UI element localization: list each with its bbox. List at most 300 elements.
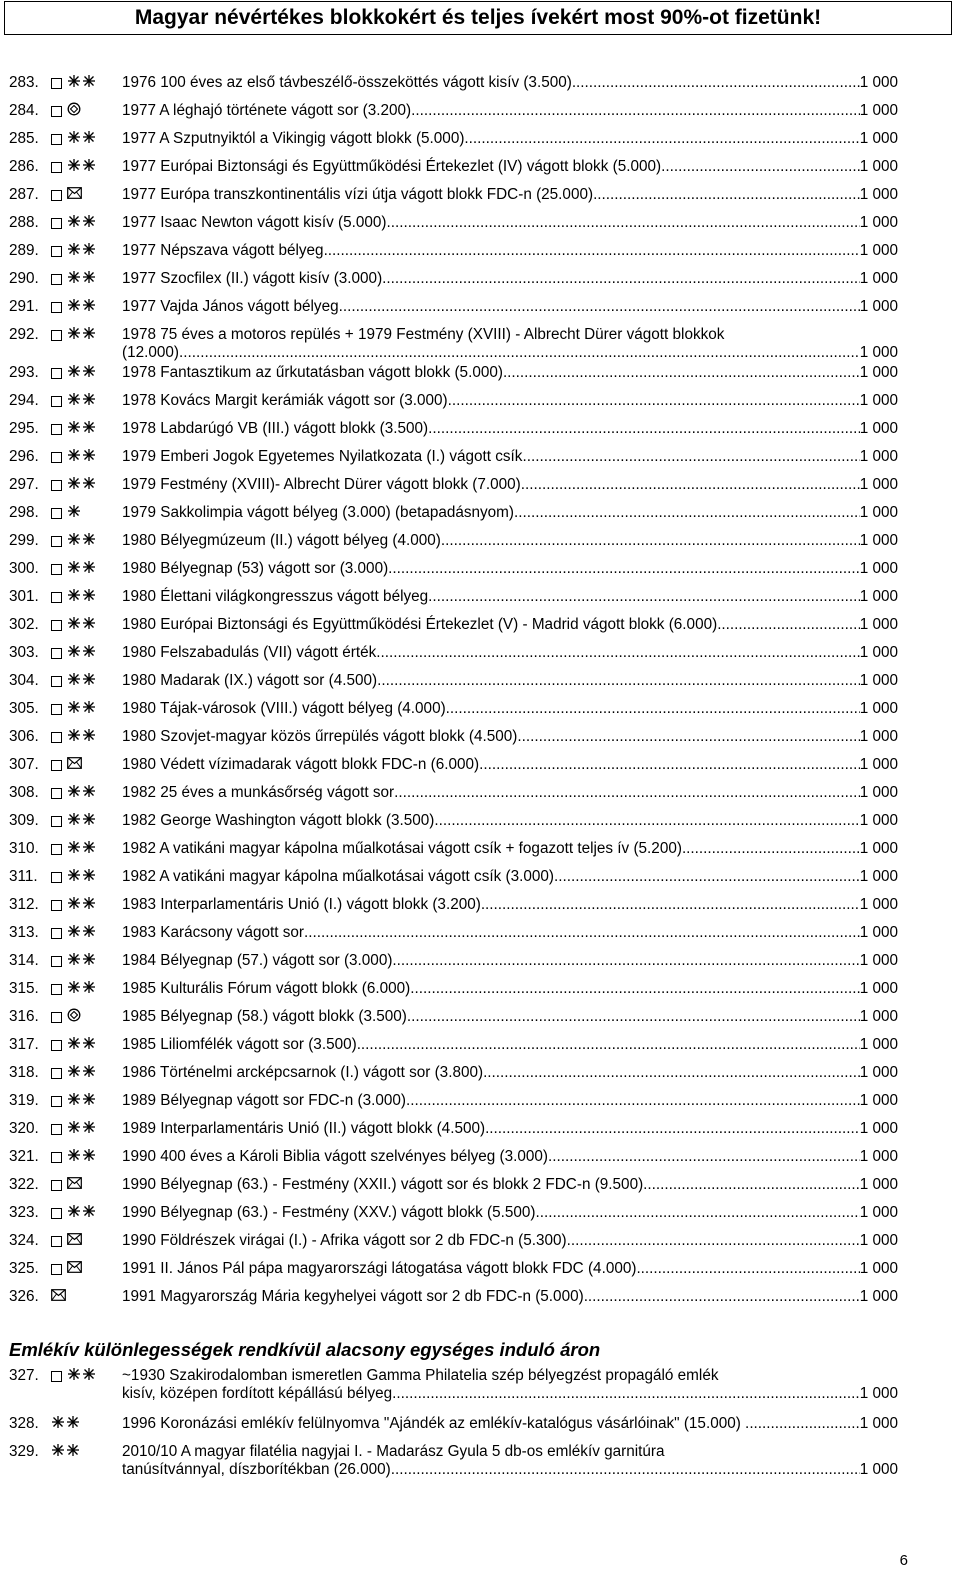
list-item: [0, 1036, 960, 1064]
double-star-icon: [67, 616, 81, 635]
checkbox-square-icon: [51, 396, 62, 407]
checkbox-square-icon: [51, 1012, 62, 1023]
item-number: 285.: [9, 130, 39, 147]
double-star-icon: [67, 532, 81, 551]
dot-leader: [406, 1092, 860, 1110]
item-line: [122, 102, 898, 120]
item-symbols: [51, 300, 97, 314]
item-symbols: [51, 758, 83, 772]
list-item: [0, 392, 960, 420]
checkbox-square-icon: [51, 844, 62, 855]
list-item: [0, 728, 960, 756]
item-text: 1980 Bélyegmúzeum (II.) vágott bélyeg (4.000): [122, 532, 441, 549]
list-item: [0, 1176, 960, 1204]
item-text: 1978 Kovács Margit kerámiák vágott sor (3.000): [122, 392, 448, 409]
item-text: 1977 Európa transzkontinentális vízi útja vágott blokk FDC-n (25.000): [122, 186, 594, 203]
item-number: 298.: [9, 504, 39, 521]
item-text: 1979 Emberi Jogok Egyetemes Nyilatkozata (I.) vágott csík: [122, 448, 523, 465]
item-number: 321.: [9, 1148, 39, 1165]
item-price: 1 000: [859, 1385, 898, 1402]
item-line: [122, 420, 898, 438]
list-item: [0, 700, 960, 728]
item-line: [122, 840, 898, 858]
item-text: 1980 Felszabadulás (VII) vágott érték: [122, 644, 377, 661]
item-line: [122, 700, 898, 718]
list-item: [0, 672, 960, 700]
item-symbols: [51, 954, 97, 968]
item-symbols: [51, 104, 82, 118]
item-number: 286.: [9, 158, 39, 175]
item-description: [122, 1008, 898, 1026]
list-item: [0, 130, 960, 158]
item-line: [122, 1120, 898, 1138]
item-symbols: [51, 674, 97, 688]
list-item: [0, 952, 960, 980]
item-line: [122, 1148, 898, 1166]
list-item: [0, 214, 960, 242]
double-star-icon: [67, 448, 81, 467]
double-star-icon: [67, 1036, 81, 1055]
dot-leader: [485, 1120, 860, 1138]
item-number: 322.: [9, 1176, 39, 1193]
dot-leader: [428, 588, 860, 606]
item-line: [122, 448, 898, 466]
item-line: [122, 1367, 898, 1385]
item-description: [122, 476, 898, 494]
item-symbols: [51, 1010, 82, 1024]
double-star-icon: [67, 392, 81, 411]
item-symbols: [51, 1122, 97, 1136]
checkbox-square-icon: [51, 984, 62, 995]
double-star-icon: [66, 1415, 80, 1434]
item-price: 1 000: [859, 840, 898, 857]
item-price: 1 000: [859, 1092, 898, 1109]
list-item: [0, 1120, 960, 1148]
item-line: [122, 504, 898, 522]
item-price: 1 000: [859, 952, 898, 969]
checkbox-square-icon: [51, 190, 62, 201]
checkbox-square-icon: [51, 564, 62, 575]
item-line: [122, 896, 898, 914]
double-star-icon: [67, 1120, 81, 1139]
double-star-icon: [82, 130, 96, 149]
dot-leader: [521, 476, 860, 494]
fdc-circle-icon: [67, 1008, 81, 1027]
item-text: 1989 Interparlamentáris Unió (II.) vágott blokk (4.500): [122, 1120, 486, 1137]
dot-leader: [386, 214, 859, 232]
item-symbols: [51, 982, 97, 996]
item-price: 1 000: [859, 560, 898, 577]
list-item: [0, 812, 960, 840]
double-star-icon: [51, 1415, 65, 1434]
item-description: [122, 364, 898, 382]
dot-leader: [479, 756, 860, 774]
item-line: [122, 532, 898, 550]
double-star-icon: [82, 448, 96, 467]
list-item: [0, 158, 960, 186]
checkbox-square-icon: [51, 1040, 62, 1051]
item-line: [122, 1204, 898, 1222]
page-number: 6: [899, 1552, 908, 1569]
item-price: 1 000: [859, 1148, 898, 1165]
item-symbols: [51, 394, 97, 408]
envelope-icon: [51, 1288, 66, 1306]
item-description: [122, 74, 898, 92]
dot-leader: [514, 504, 860, 522]
item-text: 1980 Szovjet-magyar közös űrrepülés vágott blokk (4.500): [122, 728, 518, 745]
section-title: Emlékív különlegességek rendkívül alacsony egységes induló áron: [9, 1339, 601, 1360]
item-number: 292.: [9, 326, 39, 343]
item-text: 1980 Madarak (IX.) vágott sor (4.500): [122, 672, 378, 689]
dot-leader: [661, 158, 860, 176]
item-number: 314.: [9, 952, 39, 969]
item-symbols: [51, 702, 97, 716]
double-star-icon: [67, 812, 81, 831]
checkbox-square-icon: [51, 956, 62, 967]
list-item: [0, 784, 960, 812]
double-star-icon: [82, 214, 96, 233]
item-description: [122, 840, 898, 858]
checkbox-square-icon: [51, 246, 62, 257]
dot-leader: [717, 616, 860, 634]
item-line: [122, 392, 898, 410]
item-line: [122, 1461, 898, 1479]
item-number: 297.: [9, 476, 39, 493]
item-text: 1984 Bélyegnap (57.) vágott sor (3.000): [122, 952, 393, 969]
double-star-icon: [82, 728, 96, 747]
checkbox-square-icon: [51, 1068, 62, 1079]
dot-leader: [572, 74, 860, 92]
item-text: 1991 Magyarország Mária kegyhelyei vágott sor 2 db FDC-n (5.000): [122, 1288, 584, 1305]
item-price: 1 000: [859, 158, 898, 175]
item-line: [122, 1064, 898, 1082]
double-star-icon: [82, 1064, 96, 1083]
item-number: 320.: [9, 1120, 39, 1137]
item-number: 303.: [9, 644, 39, 661]
item-symbols: [51, 534, 97, 548]
item-description: [122, 1092, 898, 1110]
item-price: 1 000: [859, 924, 898, 941]
item-price: 1 000: [859, 1260, 898, 1277]
dot-leader: [434, 812, 859, 830]
item-symbols: [51, 1094, 97, 1108]
item-text: 1991 II. János Pál pápa magyarországi látogatása vágott blokk FDC (4.000): [122, 1260, 637, 1277]
double-star-icon: [67, 270, 81, 289]
item-text: 1990 Bélyegnap (63.) - Festmény (XXV.) vágott blokk (5.500): [122, 1204, 536, 1221]
item-description: [122, 158, 898, 176]
item-text: 1978 Labdarúgó VB (III.) vágott blokk (3.500): [122, 420, 429, 437]
list-item: [0, 326, 960, 364]
item-description: [122, 214, 898, 232]
list-item: [0, 588, 960, 616]
dot-leader: [357, 1036, 860, 1054]
item-text: 1982 25 éves a munkásőrség vágott sor: [122, 784, 395, 801]
item-text: 1977 Isaac Newton vágott kisív (5.000): [122, 214, 387, 231]
item-number: 318.: [9, 1064, 39, 1081]
item-line: [122, 952, 898, 970]
list-item: [0, 840, 960, 868]
double-star-icon: [82, 270, 96, 289]
item-line: [122, 588, 898, 606]
item-description: [122, 420, 898, 438]
item-description: [122, 560, 898, 578]
item-description: [122, 728, 898, 746]
item-text: 1977 Európai Biztonsági és Együttműködési Értekezlet (IV) vágott blokk (5.000): [122, 158, 662, 175]
item-text: 1980 Élettani világkongresszus vágott bélyeg: [122, 588, 429, 605]
dot-leader: [584, 1288, 860, 1306]
dot-leader: [446, 700, 860, 718]
item-number: 311.: [9, 868, 38, 885]
dot-leader: [503, 364, 860, 382]
list-item: [0, 270, 960, 298]
dot-leader: [522, 448, 859, 466]
list-item: [0, 298, 960, 326]
item-price: 1 000: [859, 1064, 898, 1081]
checkbox-square-icon: [51, 218, 62, 229]
double-star-icon: [66, 1443, 80, 1462]
checkbox-square-icon: [51, 1264, 62, 1275]
item-text: 1977 A léghajó története vágott sor (3.200): [122, 102, 412, 119]
item-number: 327.: [9, 1367, 39, 1384]
item-number: 307.: [9, 756, 39, 773]
item-number: 312.: [9, 896, 39, 913]
item-text: 1982 A vatikáni magyar kápolna műalkotásai vágott csík (3.000): [122, 868, 554, 885]
item-text: 1980 Bélyegnap (53) vágott sor (3.000): [122, 560, 389, 577]
checkbox-square-icon: [51, 162, 62, 173]
double-star-icon: [67, 74, 81, 93]
dot-leader: [517, 728, 859, 746]
item-text: 1990 Bélyegnap (63.) - Festmény (XXII.) vágott sor és blokk 2 FDC-n (9.500): [122, 1176, 644, 1193]
item-symbols: [51, 590, 97, 604]
item-text: 1977 Vajda János vágott bélyeg: [122, 298, 339, 315]
item-symbols: [51, 1206, 97, 1220]
list-item: [0, 1008, 960, 1036]
item-number: 284.: [9, 102, 39, 119]
item-number: 317.: [9, 1036, 39, 1053]
double-star-icon: [67, 700, 81, 719]
dot-leader: [441, 532, 860, 550]
double-star-icon: [67, 560, 81, 579]
special-price-list: [0, 1367, 960, 1491]
item-line: [122, 1443, 898, 1461]
item-text: 2010/10 A magyar filatélia nagyjai I. - Madarász Gyula 5 db-os emlékív garnitúra: [122, 1443, 665, 1460]
item-price: 1 000: [859, 102, 898, 119]
item-price: 1 000: [859, 644, 898, 661]
checkbox-square-icon: [51, 760, 62, 771]
checkbox-square-icon: [51, 480, 62, 491]
item-text: 1996 Koronázási emlékív felülnyomva "Ajándék az emlékív-katalógus vásárlóinak" (15.000) .: [122, 1415, 750, 1432]
list-item: [0, 186, 960, 214]
list-item: [0, 644, 960, 672]
item-description: [122, 270, 898, 288]
item-number: 291.: [9, 298, 39, 315]
item-line: [122, 1415, 898, 1433]
dot-leader: [548, 1148, 860, 1166]
checkbox-square-icon: [51, 1180, 62, 1191]
item-line: [122, 672, 898, 690]
item-line: [122, 644, 898, 662]
item-line: [122, 784, 898, 802]
item-symbols: [51, 870, 97, 884]
item-description: [122, 616, 898, 634]
double-star-icon: [67, 924, 81, 943]
item-symbols: [51, 730, 97, 744]
item-number: 316.: [9, 1008, 39, 1025]
item-line: [122, 756, 898, 774]
double-star-icon: [82, 868, 96, 887]
list-item: [0, 868, 960, 896]
item-price: 1 000: [859, 1120, 898, 1137]
double-star-icon: [82, 326, 96, 345]
dot-leader: [636, 1260, 859, 1278]
item-symbols: [51, 646, 97, 660]
item-number: 301.: [9, 588, 39, 605]
item-price: 1 000: [859, 364, 898, 381]
item-text: (12.000): [122, 344, 179, 361]
item-price: 1 000: [859, 1415, 898, 1432]
checkbox-square-icon: [51, 1236, 62, 1247]
double-star-icon: [67, 728, 81, 747]
envelope-icon: [67, 1232, 82, 1250]
item-price: 1 000: [859, 728, 898, 745]
item-symbols: [51, 562, 97, 576]
item-text: 1980 Tájak-városok (VIII.) vágott bélyeg (4.000): [122, 700, 446, 717]
dot-leader: [554, 868, 860, 886]
item-description: [122, 1204, 898, 1222]
dot-leader: [377, 672, 860, 690]
item-symbols: [51, 422, 97, 436]
item-number: 310.: [9, 840, 39, 857]
checkbox-square-icon: [51, 302, 62, 313]
double-star-icon: [82, 700, 96, 719]
item-symbols: [51, 216, 97, 230]
item-text: 1980 Védett vízimadarak vágott blokk FDC-n (6.000): [122, 756, 480, 773]
item-symbols: [51, 1369, 97, 1383]
item-description: [122, 756, 898, 774]
item-line: [122, 158, 898, 176]
dot-leader: [392, 952, 859, 970]
list-item: [0, 364, 960, 392]
item-line: [122, 1176, 898, 1194]
item-price: 1 000: [859, 476, 898, 493]
item-number: 293.: [9, 364, 39, 381]
item-symbols: [51, 1234, 83, 1248]
double-star-icon: [82, 392, 96, 411]
item-text: ~1930 Szakirodalomban ismeretlen Gamma Philatelia szép bélyegzést propagáló emlék: [122, 1367, 719, 1384]
double-star-icon: [67, 588, 81, 607]
item-price: 1 000: [859, 420, 898, 437]
double-star-icon: [82, 588, 96, 607]
double-star-icon: [67, 952, 81, 971]
item-price: 1 000: [859, 448, 898, 465]
dot-leader: [481, 896, 860, 914]
item-description: [122, 130, 898, 148]
item-price: 1 000: [859, 588, 898, 605]
item-text: 1980 Európai Biztonsági és Együttműködési Értekezlet (V) - Madrid vágott blokk (6.000): [122, 616, 718, 633]
item-text: 1985 Liliomfélék vágott sor (3.500): [122, 1036, 357, 1053]
item-price: 1 000: [859, 74, 898, 91]
item-text: 1983 Interparlamentáris Unió (I.) vágott blokk (3.200): [122, 896, 481, 913]
item-symbols: [51, 618, 97, 632]
list-item: [0, 1232, 960, 1260]
item-symbols: [51, 842, 97, 856]
double-star-icon: [82, 532, 96, 551]
double-star-icon: [67, 476, 81, 495]
double-star-icon: [82, 1092, 96, 1111]
double-star-icon: [67, 784, 81, 803]
item-number: 325.: [9, 1260, 39, 1277]
item-line: [122, 298, 898, 316]
dot-leader: [392, 1385, 860, 1403]
item-line: [122, 186, 898, 204]
double-star-icon: [82, 644, 96, 663]
item-description: [122, 1064, 898, 1082]
item-description: [122, 186, 898, 204]
item-text: 1990 Földrészek virágai (I.) - Afrika vágott sor 2 db FDC-n (5.300): [122, 1232, 567, 1249]
checkbox-square-icon: [51, 900, 62, 911]
dot-leader: [394, 784, 860, 802]
checkbox-square-icon: [51, 368, 62, 379]
item-description: [122, 700, 898, 718]
double-star-icon: [82, 672, 96, 691]
item-symbols: [51, 244, 97, 258]
item-description: [122, 980, 898, 998]
item-line: [122, 326, 898, 344]
item-number: 323.: [9, 1204, 39, 1221]
list-item: [0, 616, 960, 644]
item-line: [122, 616, 898, 634]
page-banner-title: Magyar névértékes blokkokért és teljes ívekért most 90%-ot fizetünk!: [4, 1, 952, 35]
item-line: [122, 130, 898, 148]
double-star-icon: [67, 1367, 81, 1386]
item-text: 1979 Festmény (XVIII)- Albrecht Dürer vágott blokk (7.000): [122, 476, 521, 493]
double-star-icon: [67, 326, 81, 345]
dot-leader: [339, 298, 860, 316]
item-description: [122, 1148, 898, 1166]
item-number: 289.: [9, 242, 39, 259]
checkbox-square-icon: [51, 1096, 62, 1107]
item-number: 329.: [9, 1443, 39, 1460]
item-text: 1986 Történelmi arcképcsarnok (I.) vágott sor (3.800): [122, 1064, 484, 1081]
item-text: tanúsítvánnyal, díszborítékban (26.000): [122, 1461, 391, 1478]
item-text: 1983 Karácsony vágott sor: [122, 924, 304, 941]
item-number: 302.: [9, 616, 39, 633]
checkbox-square-icon: [51, 1152, 62, 1163]
double-star-icon: [82, 896, 96, 915]
dot-leader: [179, 344, 860, 362]
list-item: [0, 1415, 960, 1443]
list-item: [0, 74, 960, 102]
double-star-icon: [67, 130, 81, 149]
item-text: 1985 Kulturális Fórum vágott blokk (6.000): [122, 980, 411, 997]
double-star-icon: [82, 924, 96, 943]
item-line: [122, 1260, 898, 1278]
item-symbols: [51, 898, 97, 912]
item-number: 304.: [9, 672, 39, 689]
item-description: [122, 588, 898, 606]
double-star-icon: [82, 1204, 96, 1223]
item-line: [122, 1036, 898, 1054]
list-item: [0, 1288, 960, 1316]
item-line: [122, 1385, 898, 1403]
dot-leader: [483, 1064, 860, 1082]
item-number: 287.: [9, 186, 39, 203]
item-description: [122, 784, 898, 802]
dot-leader: [304, 924, 860, 942]
price-list: [0, 74, 960, 1316]
checkbox-square-icon: [51, 704, 62, 715]
item-line: [122, 1288, 898, 1306]
